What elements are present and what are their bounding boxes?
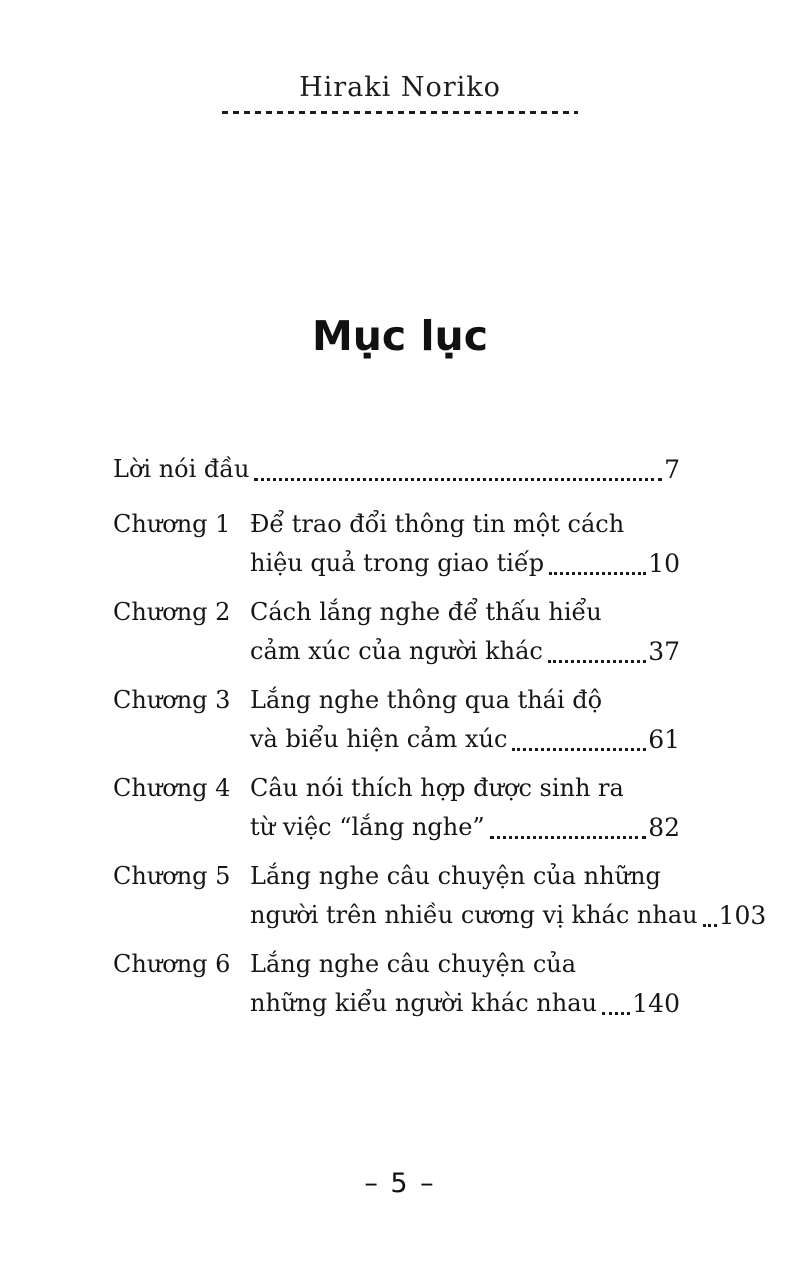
chapter-title-line: từ việc “lắng nghe” — [250, 813, 485, 841]
chapter-label: Chương 1 — [113, 510, 231, 538]
chapter-page-number: 37 — [648, 637, 680, 666]
chapter-page-number: 61 — [648, 725, 680, 754]
toc-entry-chapter-5 — [113, 857, 767, 935]
chapter-title-line: cảm xúc của người khác — [250, 637, 543, 665]
chapter-page-number: 103 — [718, 901, 767, 930]
dot-leader — [548, 660, 646, 663]
page-header — [0, 72, 800, 114]
dot-leader — [254, 478, 662, 481]
chapter-title-line: Để trao đổi thông tin một cách — [250, 510, 625, 538]
chapter-label: Chương 5 — [113, 862, 231, 890]
chapter-label: Chương 2 — [113, 598, 231, 626]
chapter-page-number: 82 — [648, 813, 680, 842]
chapter-label: Chương 6 — [113, 950, 231, 978]
chapter-title-line: Cách lắng nghe để thấu hiểu — [250, 598, 602, 626]
dot-leader — [602, 1012, 630, 1015]
dot-leader — [490, 836, 646, 839]
preface-page-number: 7 — [664, 455, 680, 484]
preface-title: Lời nói đầu — [113, 455, 250, 483]
chapter-title-line: Câu nói thích hợp được sinh ra — [250, 774, 624, 802]
toc-entry-chapter-3 — [113, 681, 680, 759]
chapter-title-line: Lắng nghe câu chuyện của những — [250, 862, 661, 890]
table-of-contents — [113, 450, 767, 1033]
chapter-title-line: Lắng nghe câu chuyện của — [250, 950, 577, 978]
chapter-title-line: Lắng nghe thông qua thái độ — [250, 686, 603, 714]
toc-entry-chapter-6 — [113, 945, 680, 1023]
chapter-label: Chương 3 — [113, 686, 231, 714]
chapter-title-line: và biểu hiện cảm xúc — [250, 725, 508, 753]
dot-leader — [703, 924, 717, 927]
toc-entry-preface — [113, 450, 680, 489]
dot-leader — [512, 748, 646, 751]
chapter-page-number: 140 — [632, 989, 680, 1018]
author-name: Hiraki Noriko — [299, 72, 501, 103]
dot-leader — [549, 572, 646, 575]
toc-entry-chapter-2 — [113, 593, 680, 671]
chapter-label: Chương 4 — [113, 774, 231, 802]
page-title: Mục lục — [311, 312, 489, 360]
chapter-page-number: 10 — [648, 549, 680, 578]
chapter-title-line: những kiểu người khác nhau — [250, 989, 597, 1017]
toc-entry-chapter-4 — [113, 769, 680, 847]
footer-page-number: – 5 – — [364, 1168, 436, 1199]
toc-entry-chapter-1 — [113, 505, 680, 583]
dashed-divider — [222, 111, 578, 114]
chapter-title-line: người trên nhiều cương vị khác nhau — [250, 901, 698, 929]
chapter-title-line: hiệu quả trong giao tiếp — [250, 549, 545, 577]
